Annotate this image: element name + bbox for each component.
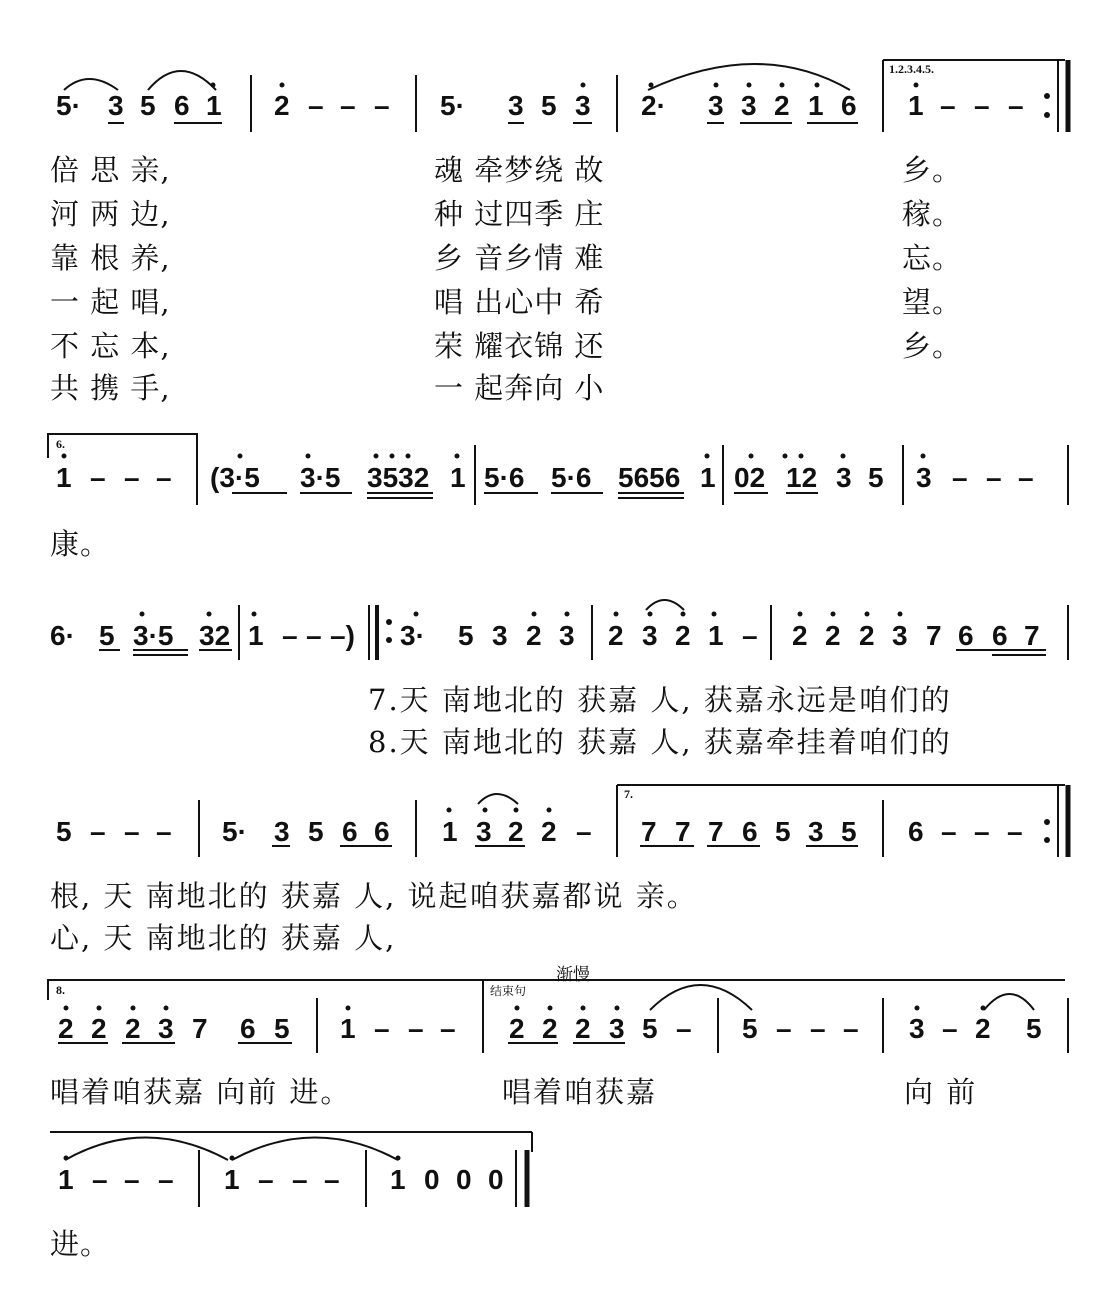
note: 2 [975,1013,991,1044]
note: 2 [541,816,557,847]
note: 7 [708,816,724,847]
note: 3 [492,620,508,651]
note: 5 [742,1013,758,1044]
note: 3 [642,620,658,651]
note: – [810,1013,826,1044]
note: 3 [741,90,757,121]
note: 1 [206,90,222,121]
note: – [986,462,1002,493]
note: 1 [224,1164,240,1195]
lyric: 唱着咱获嘉 [502,1075,658,1109]
note: – [306,620,322,651]
note: 2 [675,620,691,651]
lyric: 进。 [50,1227,111,1261]
note: 5 [868,462,884,493]
note: 1 [442,816,458,847]
note: 6 [374,816,390,847]
note: – [974,816,990,847]
note: 3·5 [133,620,174,651]
lyric-col-c: 忘。 [902,241,963,275]
note: 6 [841,90,857,121]
note: 1 [700,462,716,493]
note: 2 [575,1013,591,1044]
note: 2 [274,90,290,121]
volta-label: 6. [56,437,65,451]
note: – [124,1164,140,1195]
note: 0 [424,1164,440,1195]
note: 5·6 [551,462,592,493]
note: 1 [708,620,724,651]
note: 0 [488,1164,504,1195]
note: 3 [559,620,575,651]
note: 5 [99,620,115,651]
note: 32 [199,620,231,651]
note: – [282,620,298,651]
lyric-col-a: 不 忘 本, [50,329,171,363]
note: – [158,1164,174,1195]
note: 3 [916,462,932,493]
note: 3 [508,90,524,121]
note: 5 [775,816,791,847]
note: – [440,1013,456,1044]
note: 7 [926,620,942,651]
note: – [156,462,172,493]
note: – [408,1013,424,1044]
note: 5 [140,90,156,121]
note: 3 [274,816,290,847]
note: 3 [609,1013,625,1044]
note: 3 [808,816,824,847]
note: 5656 [618,462,681,493]
note: 6 [992,620,1008,651]
lyric-col-c: 望。 [902,285,963,319]
note: – [340,90,356,121]
note: 1 [450,462,466,493]
note: – [292,1164,308,1195]
note: 2 [774,90,790,121]
note: 3·5 [300,462,341,493]
note: – [308,90,324,121]
note: 6 [958,620,974,651]
lyric-col-c: 乡。 [902,153,963,187]
note: – [374,90,390,121]
lyric-col-b: 荣 耀衣锦 还 [434,329,605,363]
note: 7 [192,1013,208,1044]
note: 1 [56,462,72,493]
lyric-col-b: 魂 牵梦绕 故 [434,153,605,187]
note: 02 [734,462,766,493]
note: 3 [476,816,492,847]
note: – [940,90,956,121]
note: 2 [825,620,841,651]
note: 7 [675,816,691,847]
note: – [374,1013,390,1044]
note: 6 [742,816,758,847]
note: – [258,1164,274,1195]
note: – [742,620,758,651]
note: 5 [458,620,474,651]
note: 3532 [367,462,430,493]
lyric-col-a: 共 携 手, [50,371,171,405]
lyric-col-b: 乡 音乡情 难 [434,241,605,275]
note: 7 [641,816,657,847]
note: 12 [786,462,818,493]
note: 1 [58,1164,74,1195]
note: 6 [174,90,190,121]
note: – [1007,816,1023,847]
note: – [90,462,106,493]
note: – [324,1164,340,1195]
note: 2· [641,90,666,121]
note: – [124,816,140,847]
note: 3 [909,1013,925,1044]
volta-label: 1.2.3.4.5. [889,62,934,76]
note: 3 [108,90,124,121]
note: 7 [1024,620,1040,651]
lyric: 唱着咱获嘉 向前 进。 [50,1075,352,1109]
lyric-col-b: 一 起奔向 小 [434,371,605,405]
note: 2 [91,1013,107,1044]
note: 1 [390,1164,406,1195]
lyric-col-a: 河 两 边, [50,197,171,231]
note: 5·6 [484,462,525,493]
lyric-col-a: 靠 根 养, [50,241,171,275]
note: 2 [608,620,624,651]
lyric-verse-8: 心, 天 南地北的 获嘉 人, [50,921,397,955]
tempo-mark: 渐慢 [556,965,590,985]
note: –) [330,620,355,651]
lyric-col-c: 乡。 [902,329,963,363]
lyric-col-a: 倍 思 亲, [50,153,171,187]
lyric-col-b: 种 过四季 庄 [434,197,605,231]
lyric-verse-7: 根, 天 南地北的 获嘉 人, 说起咱获嘉都说 亲。 [50,879,698,913]
note: 2 [509,1013,525,1044]
note: 1 [808,90,824,121]
note: 5· [440,90,465,121]
note: 6 [342,816,358,847]
lyric-col-b: 唱 出心中 希 [434,285,605,319]
note: 5· [222,816,247,847]
note: – [156,816,172,847]
note: 2 [792,620,808,651]
note: 1 [908,90,924,121]
note: 2 [542,1013,558,1044]
note: 3· [400,620,425,651]
note: – [1008,90,1024,121]
note: – [576,816,592,847]
note: 3 [158,1013,174,1044]
note: 2 [125,1013,141,1044]
volta-label: 7. [624,787,633,801]
note: – [1018,462,1034,493]
note: – [676,1013,692,1044]
ending-label: 结束句 [490,984,527,998]
note: 3 [708,90,724,121]
note: (3·5 [210,462,260,493]
note: 1 [248,620,264,651]
lyric: 向 前 [904,1075,978,1109]
note: 5 [308,816,324,847]
note: 6 [908,816,924,847]
note: 3 [575,90,591,121]
note: – [843,1013,859,1044]
note: 3 [836,462,852,493]
note: 5· [56,90,81,121]
note: 5 [841,816,857,847]
note: 2 [859,620,875,651]
note: 2 [508,816,524,847]
note: 5 [274,1013,290,1044]
note: – [776,1013,792,1044]
note: – [92,1164,108,1195]
volta-label: 8. [56,983,65,997]
note: 5 [1026,1013,1042,1044]
note: – [974,90,990,121]
note: – [941,816,957,847]
lyric-verse-7: 7.天 南地北的 获嘉 人, 获嘉永远是咱们的 [368,683,952,717]
note: – [124,462,140,493]
note: 5 [541,90,557,121]
note: 1 [340,1013,356,1044]
note: 6· [50,620,75,651]
lyric-col-c: 稼。 [902,197,963,231]
note: 0 [456,1164,472,1195]
lyric-col-a: 一 起 唱, [50,285,171,319]
lyric: 康。 [50,527,111,561]
note: 3 [892,620,908,651]
note: 5 [642,1013,658,1044]
note: 6 [240,1013,256,1044]
note: – [90,816,106,847]
note: 2 [58,1013,74,1044]
note: – [952,462,968,493]
note: – [942,1013,958,1044]
note: 2 [526,620,542,651]
lyric-verse-8: 8.天 南地北的 获嘉 人, 获嘉牵挂着咱们的 [368,725,952,759]
note: 5 [56,816,72,847]
